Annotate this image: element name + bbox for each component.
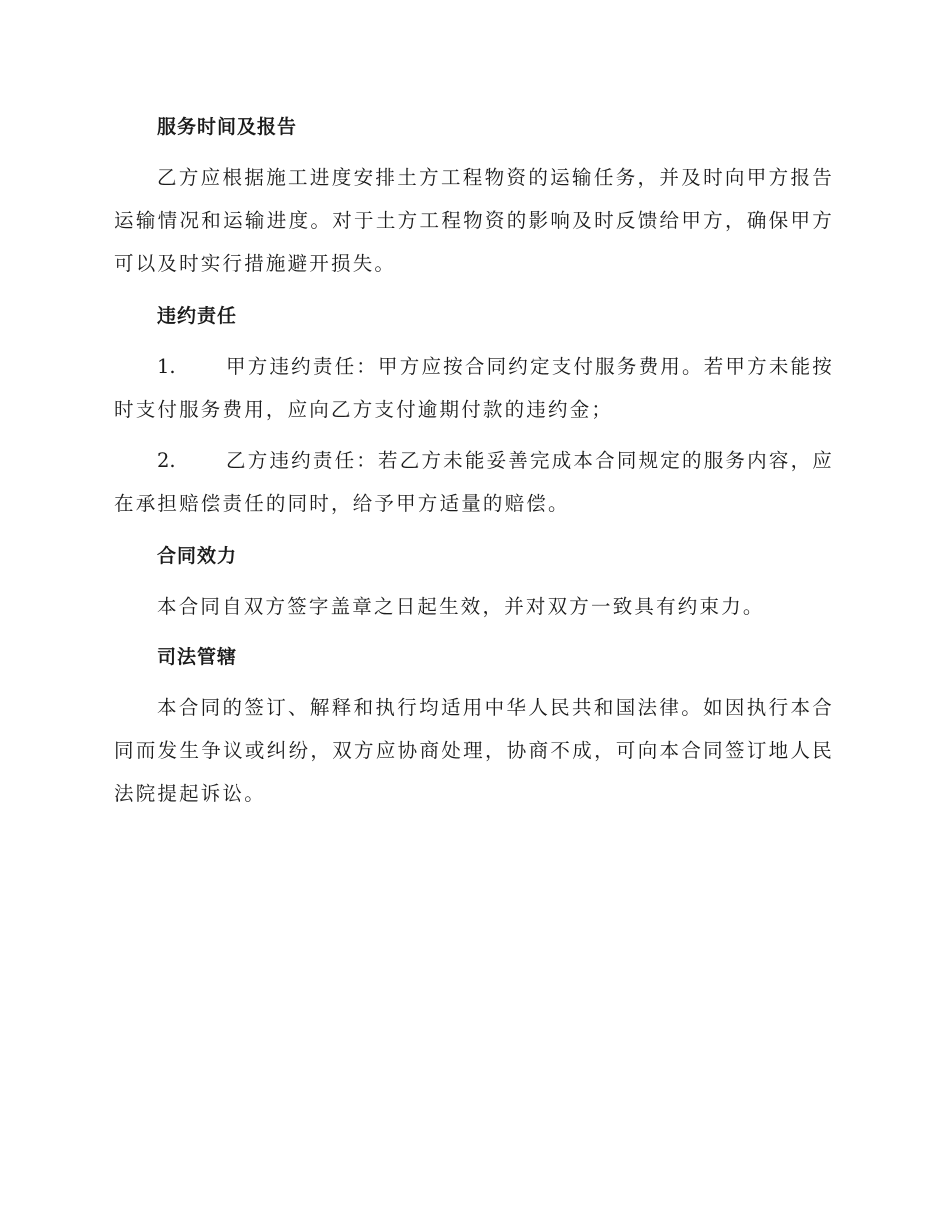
list-item-party-b-breach: [114, 439, 834, 525]
list-item-text: 甲方违约责任：甲方应按合同约定支付服务费用。若甲方未能按时支付服务费用，应向乙方支付逾期付款的违约金；: [114, 355, 834, 421]
section-paragraph-contract-validity: 本合同自双方签字盖章之日起生效，并对双方一致具有约束力。: [157, 595, 765, 618]
section-heading-contract-validity: 合同效力: [157, 545, 238, 567]
section-heading-breach-liability: 违约责任: [157, 305, 238, 327]
section-heading-jurisdiction: 司法管辖: [157, 646, 238, 668]
section-paragraph-jurisdiction: 本合同的签订、解释和执行均适用中华人民共和国法律。如因执行本合同而发生争议或纠纷，双方应协商处理，协商不成，可向本合同签订地人民法院提起诉讼。: [114, 696, 834, 805]
section-heading-service-time: 服务时间及报告: [157, 116, 298, 138]
list-item-number: 2.: [157, 449, 176, 472]
document-page: [114, 106, 834, 815]
section-paragraph-service-time: 乙方应根据施工进度安排土方工程物资的运输任务，并及时向甲方报告运输情况和运输进度。对于土方工程物资的影响及时反馈给甲方，确保甲方可以及时实行措施避开损失。: [114, 166, 834, 275]
list-item-party-a-breach: [114, 345, 834, 431]
list-item-number: 1.: [157, 355, 176, 378]
list-item-text: 乙方违约责任：若乙方未能妥善完成本合同规定的服务内容，应在承担赔偿责任的同时，给予甲方适量的赔偿。: [114, 449, 834, 515]
